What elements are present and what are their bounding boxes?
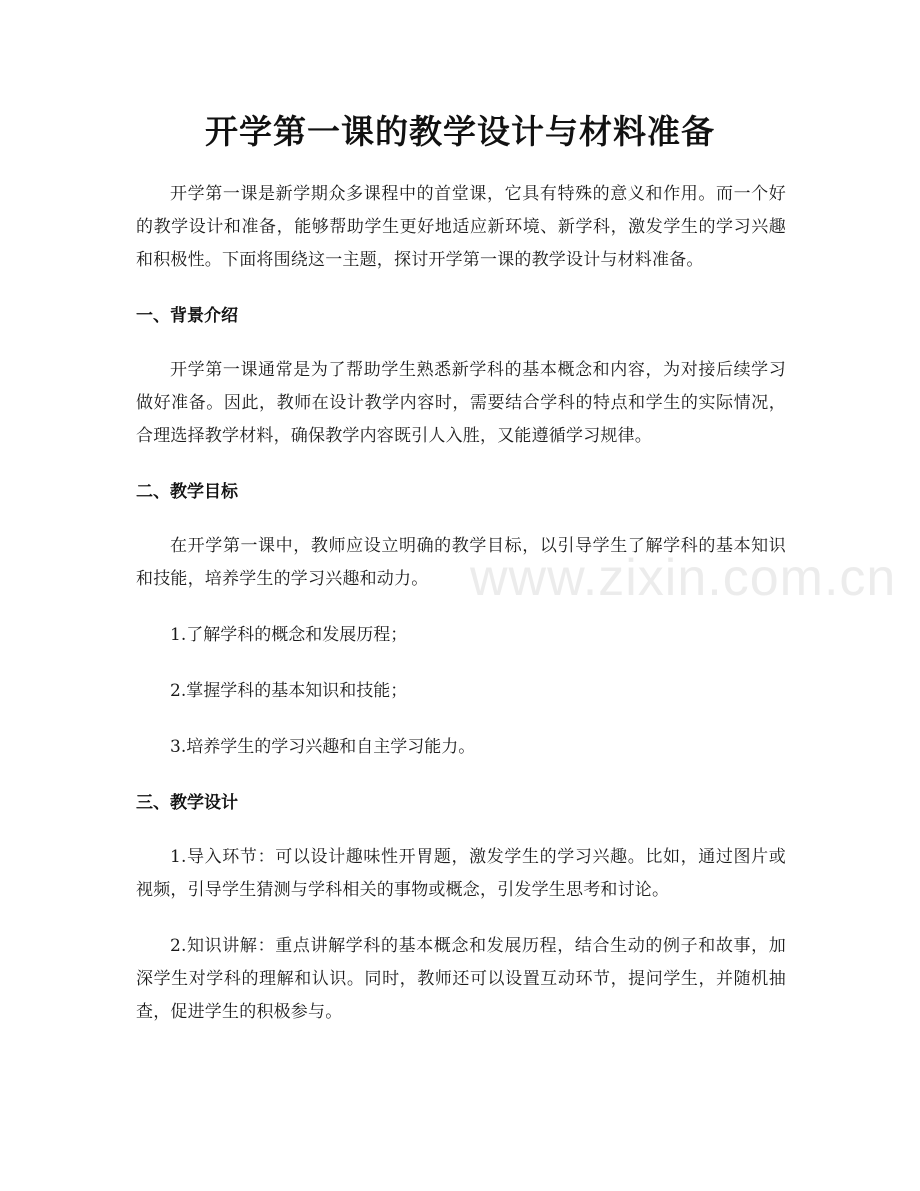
goal-item-2: 2.掌握学科的基本知识和技能； (170, 681, 408, 701)
watermark: www.zixin.com.cn (470, 549, 897, 607)
goals-paragraph: 在开学第一课中，教师应设立明确的教学目标，以引导学生了解学科的基本知识和技能，培养学生的学习兴趣和动力。 (136, 536, 786, 589)
section-heading-design: 三、教学设计 (136, 793, 238, 813)
design-paragraph-intro: 1.导入环节：可以设计趣味性开胃题，激发学生的学习兴趣。比如，通过图片或视频，引导学生猜测与学科相关的事物或概念，引发学生思考和讨论。 (136, 847, 786, 900)
background-paragraph: 开学第一课通常是为了帮助学生熟悉新学科的基本概念和内容，为对接后续学习做好准备。因此，教师在设计教学内容时，需要结合学科的特点和学生的实际情况，合理选择教学材料，确保教学内容既引人入胜，又能遵循学习规律。 (136, 360, 786, 446)
goal-item-3: 3.培养学生的学习兴趣和自主学习能力。 (170, 737, 476, 757)
intro-paragraph: 开学第一课是新学期众多课程中的首堂课，它具有特殊的意义和作用。而一个好的教学设计和准备，能够帮助学生更好地适应新环境、新学科，激发学生的学习兴趣和积极性。下面将围绕这一主题，探讨开学第一课的教学设计与材料准备。 (136, 184, 786, 270)
document-body (136, 178, 786, 1052)
design-paragraph-lecture: 2.知识讲解：重点讲解学科的基本概念和发展历程，结合生动的例子和故事，加深学生对学科的理解和认识。同时，教师还可以设置互动环节，提问学生，并随机抽查，促进学生的积极参与。 (136, 936, 786, 1022)
section-heading-background: 一、背景介绍 (136, 306, 238, 326)
section-heading-goals: 二、教学目标 (136, 482, 238, 502)
document-title: 开学第一课的教学设计与材料准备 (205, 112, 715, 151)
goal-item-1: 1.了解学科的概念和发展历程； (170, 625, 408, 645)
